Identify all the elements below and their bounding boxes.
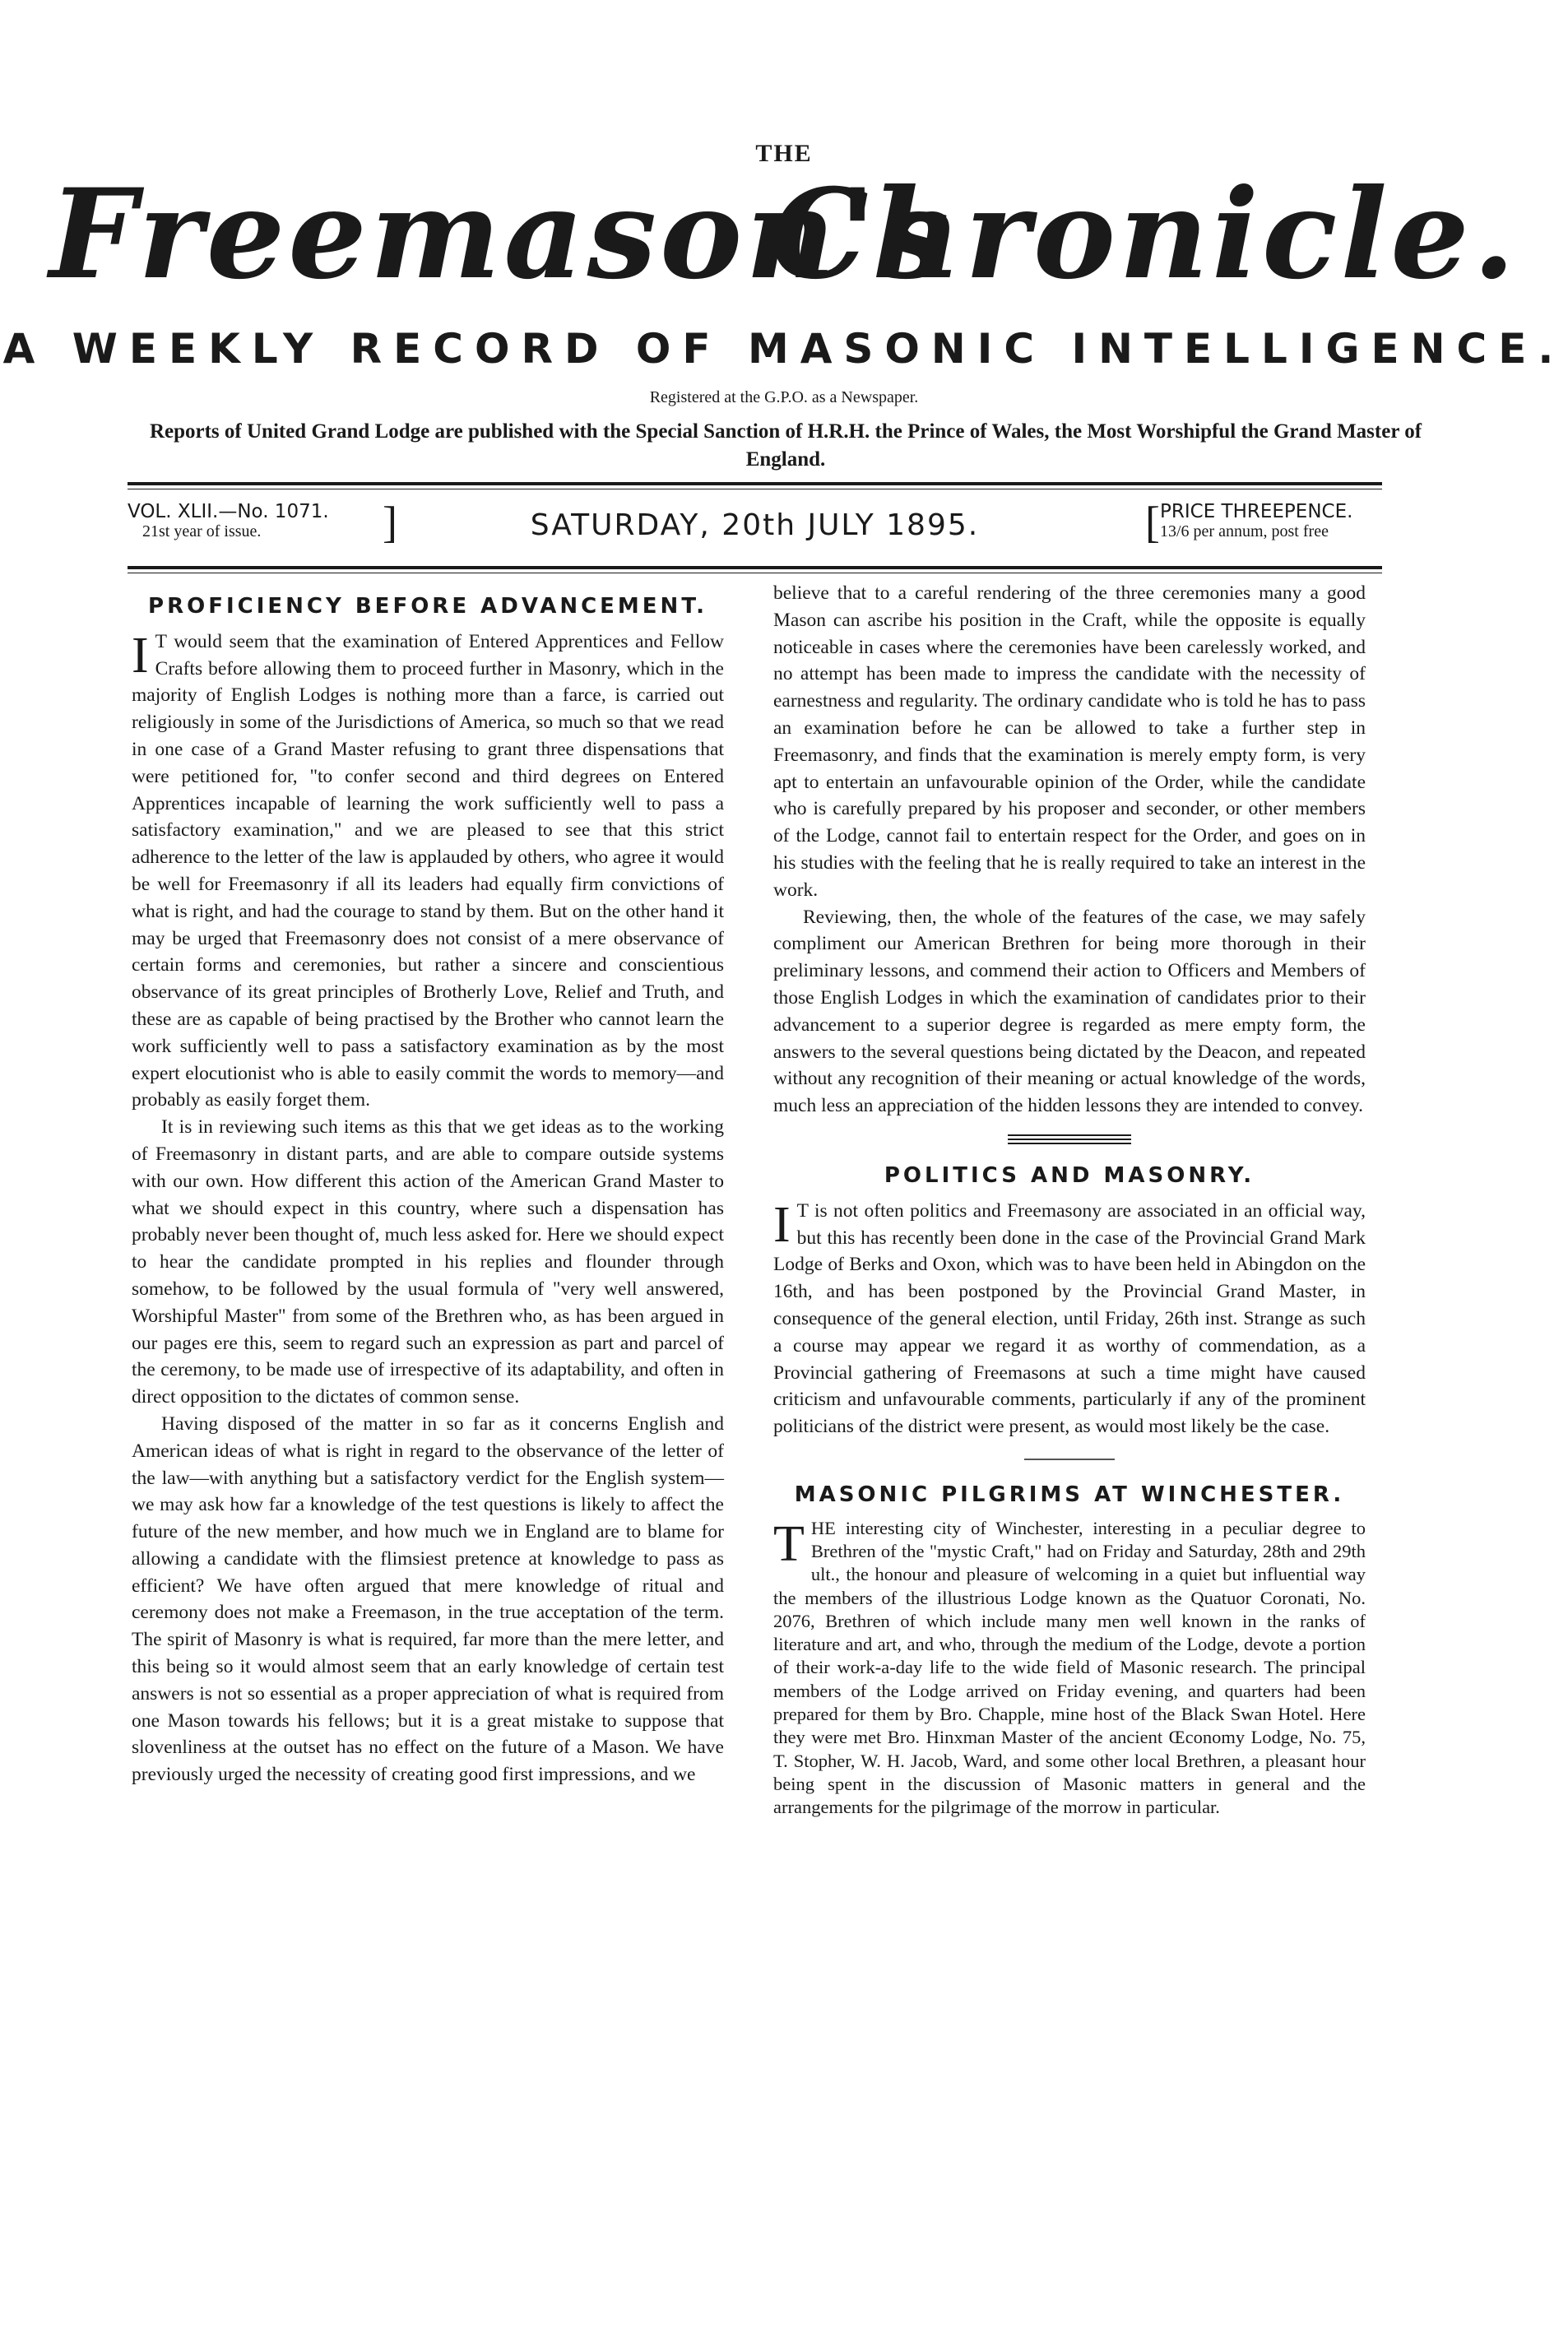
article-paragraph: It is in reviewing such items as this that we get ideas as to the working of Freemasonry in distant parts, and are able to compare outside systems with our own. How different this action of the American Grand Master to what we should expect in this country, where such a dispensation has probably never been thought of, much less asked for. Here we should expect to hear the candidate prompted in his replies and flounder through somehow, to be followed by the usual formula of "very well answered, Worshipful Master" from some of the Brethren who, as has been argued in our pages ere this, seem to regard such an expression as part and parcel of the ceremony, to be made use of irrespective of its adaptability, and often in direct opposition to the dictates of common sense.: [132, 1116, 724, 1408]
bracket-glyph: [: [1145, 498, 1160, 547]
issue-date: SATURDAY, 20th JULY 1895.: [530, 508, 980, 542]
volume-number: VOL. XLII.—No. 1071.: [128, 501, 329, 522]
dateline: [128, 500, 1382, 559]
sanction-notice: Reports of United Grand Lodge are published with the Special Sanction of H.R.H. the Prince of Wales, the Most Worshipful the Grand Master of England.: [149, 420, 1422, 471]
year-of-issue: 21st year of issue.: [142, 522, 262, 540]
article-paragraph: Reviewing, then, the whole of the features of the case, we may safely compliment our American Brethren for being more thorough in their preliminary lessons, and commend their action to Officers and Members of those English Lodges in which the examination of candidates prior to their advancement to a superior degree is regarded as mere empty form, the answers to the several questions being dictated by the Deacon, and repeated without any recognition of their meaning or actual knowledge of the words, much less an appreciation of the hidden lessons they are intended to convey.: [773, 906, 1366, 1117]
paragraph-text: T is not often politics and Freemasony are associated in an official way, but this has recently been done in the case of the Provincial Grand Mark Lodge of Berks and Oxon, which was to have been held in Abingdon on the 16th, and has been postponed by the Provincial Grand Master, in consequence of the general election, until Friday, 26th inst. Strange as such a course may appear we regard it as worthy of commendation, as a Provincial gathering of Freemasons at such a time might have caused criticism and unfavourable comments, particularly if any of the prominent politicians of the district were present, as would most likely be the case.: [773, 1199, 1366, 1438]
article-paragraph: [773, 1517, 1366, 1820]
price-info: [1160, 502, 1382, 541]
price: PRICE THREEPENCE.: [1160, 501, 1353, 522]
article-headline: MASONIC PILGRIMS AT WINCHESTER.: [794, 1482, 1345, 1507]
article-headline: PROFICIENCY BEFORE ADVANCEMENT.: [148, 594, 707, 619]
masthead-the: THE: [755, 140, 813, 167]
drop-cap: I: [773, 1196, 791, 1253]
drop-cap: T: [773, 1515, 805, 1572]
left-column: [132, 580, 724, 1788]
annual-price: 13/6 per annum, post free: [1160, 522, 1329, 540]
bracket-glyph: ]: [383, 498, 397, 547]
paragraph-text: HE interesting city of Winchester, interesting in a peculiar degree to Brethren of the "mystic Craft," had on Friday and Saturday, 28th and 29th ult., the honour and pleasure of welcoming in a quiet but influential way the members of the illustrious Lodge known as the Quatuor Coronati, No. 2076, Brethren of which include many men well known in the ranks of literature and art, and who, through the medium of the Lodge, devote a portion of their work-a-day life to the wide field of Masonic research. The principal members of the Lodge arrived on Friday evening, and quarters had been prepared for them by Bro. Chapple, mine host of the Black Swan Hotel. Here they were met Bro. Hinxman Master of the ancient Œconomy Lodge, No. 75, T. Stopher, W. H. Jacob, Ward, and some other local Brethren, a pleasant hour being spent in the discussion of Masonic matters in general and the arrangements for the pilgrimage of the morrow in particular.: [773, 1517, 1366, 1818]
article-paragraph: [132, 628, 724, 1114]
section-divider: [1024, 1459, 1115, 1460]
divider-rule: [128, 566, 1382, 569]
masthead-title-left: Freemason's: [49, 162, 953, 307]
article-paragraph: [773, 1198, 1366, 1440]
article-paragraph: believe that to a careful rendering of the three ceremonies many a good Mason can ascribe his position in the Craft, while the opposite is equally noticeable in cases where the ceremonies have been carelessly worked, and no attempt has been made to impress the candidate with the necessity of earnestness and regularity. The ordinary candidate who is told he has to pass an examination before he can be allowed to take a further step in Freemasonry, and finds that the examination is merely empty form, is very apt to entertain an unfavourable opinion of the Order, while the candidate who is carefully prepared by his proposer and seconder, or other members of the Lodge, cannot fail to entertain respect for the Order, and goes on in his studies with the feeling that he is really required to take an interest in the work.: [773, 582, 1366, 901]
article-headline: POLITICS AND MASONRY.: [884, 1162, 1255, 1188]
pilgrims-article: [773, 1517, 1366, 1820]
article-paragraph: Having disposed of the matter in so far as it concerns English and American ideas of what is right in regard to the observance of the letter of the law—with anything but a satisfactory verdict for the English system—we may ask how far a knowledge of the test questions is likely to affect the future of the new member, and how much we in England are to blame for allowing a candidate with the flimsiest pretence at knowledge to pass as efficient? We have often argued that mere knowledge of ritual and ceremony does not make a Freemason, in the true acceptation of the term. The spirit of Masonry is what is required, far more than the mere letter, and this being so it would almost seem that an early knowledge of certain test answers is not so essential as a proper appreciation of what is required from one Mason towards his fellows; but it is a great mistake to suppose that slovenliness at the outset has no effect on the future of a Mason. We have previously urged the necessity of creating good first impressions, and we: [132, 1412, 724, 1786]
drop-cap: I: [132, 627, 149, 684]
masthead-subtitle: A WEEKLY RECORD OF MASONIC INTELLIGENCE.: [2, 325, 1566, 373]
paragraph-text: T would seem that the examination of Entered Apprentices and Fellow Crafts before allowing them to proceed further in Masonry, which in the majority of English Lodges is nothing more than a farce, is carried out religiously in some of the Jurisdictions of America, so much so that we read in one case of a Grand Master refusing to grant three dispensations that were petitioned for, "to confer second and third degrees on Entered Apprentices incapable of learning the work sufficiently well to pass a satisfactory examination," and we are pleased to see that this strict adherence to the letter of the law is applauded by others, who agree it would be well for Freemasonry if all its leaders had equally firm convictions of what is right, and had the courage to stand by them. But on the other hand it may be urged that Freemasonry does not consist of a mere observance of certain forms and ceremonies, but rather a sincere and conscientious observance of its great principles of Brotherly Love, Relief and Truth, and these are as capable of being practised by the Brother who cannot learn the work sufficiently well to pass a satisfactory examination as by the most expert elocutionist who is able to easily commit the words to memory—and probably as easily forget them.: [132, 630, 724, 1111]
right-column: [773, 580, 1366, 1820]
masthead-title-right: Chronicle.: [770, 162, 1519, 307]
registered-notice: Registered at the G.P.O. as a Newspaper.: [649, 388, 919, 406]
divider-rule: [128, 482, 1382, 485]
masthead-title: [49, 160, 1519, 308]
section-divider: [1008, 1134, 1131, 1146]
